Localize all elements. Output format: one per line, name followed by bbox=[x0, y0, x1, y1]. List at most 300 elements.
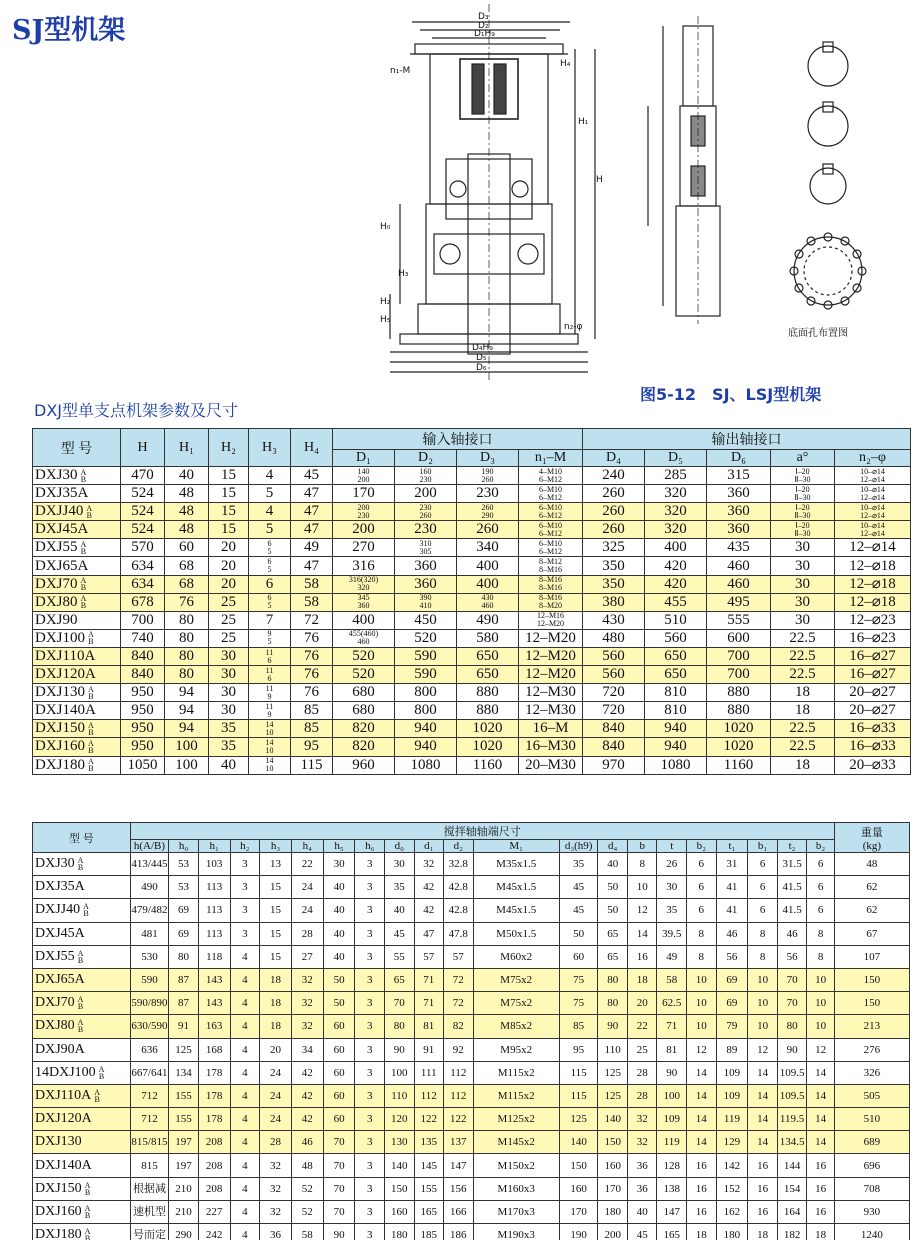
dim-cell: 25 bbox=[209, 611, 249, 629]
model-cell: DXJ65A bbox=[33, 557, 121, 575]
table-row bbox=[33, 1224, 910, 1240]
value-cell: 16 bbox=[687, 1177, 717, 1200]
n1m-cell: 12–M20 bbox=[519, 647, 583, 665]
angle-cell: 22.5 bbox=[771, 666, 835, 684]
value-cell: 134 bbox=[169, 1061, 199, 1084]
dim-cell: 68 bbox=[165, 575, 209, 593]
value-cell: 115 bbox=[559, 1061, 598, 1084]
d1-cell bbox=[333, 593, 395, 611]
value-cell: 46 bbox=[291, 1131, 323, 1154]
value-cell: 82 bbox=[444, 1015, 474, 1038]
value-cell: 178 bbox=[198, 1061, 230, 1084]
value-cell: 40 bbox=[385, 899, 415, 922]
value-cell: 69 bbox=[716, 968, 748, 991]
stacked-value: 6–M10 6–M12 bbox=[538, 502, 563, 520]
value-cell: 62 bbox=[834, 899, 909, 922]
value-cell: 32 bbox=[291, 992, 323, 1015]
value-cell: 32 bbox=[260, 1177, 292, 1200]
value-cell: 18 bbox=[627, 968, 657, 991]
value-cell: 143 bbox=[198, 968, 230, 991]
value-cell: 4 bbox=[230, 1015, 260, 1038]
dim-cell: 76 bbox=[291, 666, 333, 684]
value-cell: 815 bbox=[130, 1154, 169, 1177]
model-cell: DXJ35A bbox=[33, 876, 131, 899]
table-row bbox=[33, 1038, 910, 1061]
stacked-value: 455(460) 460 bbox=[348, 629, 379, 647]
d1-cell: 960 bbox=[333, 756, 395, 774]
output-cell: 940 bbox=[645, 738, 707, 756]
value-cell: 15 bbox=[260, 876, 292, 899]
stacked-value: 14 10 bbox=[265, 719, 274, 737]
value-cell: 16 bbox=[807, 1177, 835, 1200]
stacked-value: 345 360 bbox=[357, 593, 370, 611]
dim-cell: 25 bbox=[209, 593, 249, 611]
dim-cell: 30 bbox=[209, 647, 249, 665]
col-output: D₅ bbox=[645, 450, 707, 467]
value-cell: 630/590 bbox=[130, 1015, 169, 1038]
table-row bbox=[33, 1108, 910, 1131]
dim-cell: 740 bbox=[121, 629, 165, 647]
value-cell: 113 bbox=[198, 876, 230, 899]
stacked-value: 8–M12 8–M16 bbox=[538, 557, 563, 575]
value-cell: 32.8 bbox=[444, 853, 474, 876]
value-cell: 65 bbox=[598, 945, 628, 968]
output-cell: 460 bbox=[707, 575, 771, 593]
table-row bbox=[33, 1200, 910, 1223]
value-cell: 140 bbox=[598, 1108, 628, 1131]
dim-cell: 634 bbox=[121, 575, 165, 593]
model-cell: DXJ30 A B bbox=[33, 853, 131, 876]
value-cell: 10 bbox=[748, 1015, 778, 1038]
n1m-cell bbox=[519, 575, 583, 593]
d1-cell: 680 bbox=[333, 702, 395, 720]
value-cell: 80 bbox=[169, 945, 199, 968]
value-cell: 100 bbox=[657, 1084, 687, 1107]
value-cell: 109.5 bbox=[777, 1084, 807, 1107]
value-cell: 85 bbox=[559, 1015, 598, 1038]
output-cell: 315 bbox=[707, 467, 771, 485]
value-cell: 3 bbox=[230, 853, 260, 876]
value-cell: 107 bbox=[834, 945, 909, 968]
dim-cell: 700 bbox=[121, 611, 165, 629]
output-cell: 810 bbox=[645, 702, 707, 720]
value-cell: 505 bbox=[834, 1084, 909, 1107]
dim-cell: 94 bbox=[165, 702, 209, 720]
model-cell: 14DXJ100 A B bbox=[33, 1061, 131, 1084]
value-cell: 479/482 bbox=[130, 899, 169, 922]
output-cell: 700 bbox=[707, 666, 771, 684]
value-cell: 115 bbox=[559, 1084, 598, 1107]
col-h4: H₄ bbox=[291, 429, 333, 467]
dim-cell: 30 bbox=[209, 702, 249, 720]
value-cell: 10 bbox=[687, 992, 717, 1015]
value-cell: 3 bbox=[355, 1154, 385, 1177]
model-cell: DXJ35A bbox=[33, 485, 121, 503]
value-cell: 156 bbox=[444, 1177, 474, 1200]
value-cell: 165 bbox=[414, 1200, 444, 1223]
n2-cell: 12–⌀23 bbox=[835, 611, 911, 629]
output-cell: 320 bbox=[645, 485, 707, 503]
col-shaft: h₆ bbox=[355, 840, 385, 853]
value-cell: 200 bbox=[598, 1224, 628, 1240]
dim-cell: 100 bbox=[165, 738, 209, 756]
value-cell: 930 bbox=[834, 1200, 909, 1223]
dim-cell: 20 bbox=[209, 557, 249, 575]
value-cell: 125 bbox=[598, 1084, 628, 1107]
d1-cell bbox=[333, 629, 395, 647]
value-cell: 70 bbox=[323, 1200, 355, 1223]
label-d6: D₆ bbox=[476, 363, 487, 373]
value-cell: 6 bbox=[687, 853, 717, 876]
model-cell: DXJ130 A B bbox=[33, 684, 121, 702]
n2-cell: 20–⌀27 bbox=[835, 684, 911, 702]
value-cell: 31.5 bbox=[777, 853, 807, 876]
value-cell: 182 bbox=[777, 1224, 807, 1240]
value-cell: 213 bbox=[834, 1015, 909, 1038]
d2-cell: 940 bbox=[395, 738, 457, 756]
dim-cell: 47 bbox=[291, 557, 333, 575]
output-cell: 700 bbox=[707, 647, 771, 665]
value-cell: 4 bbox=[230, 1200, 260, 1223]
value-cell: 111 bbox=[414, 1061, 444, 1084]
page-title: SJ型机架 bbox=[12, 15, 126, 46]
output-cell: 1020 bbox=[707, 738, 771, 756]
d1-cell: 170 bbox=[333, 485, 395, 503]
col-shaft: b₂ bbox=[687, 840, 717, 853]
value-cell: 163 bbox=[198, 1015, 230, 1038]
dim-cell: 80 bbox=[165, 611, 209, 629]
value-cell: 4 bbox=[230, 1154, 260, 1177]
value-cell: 40 bbox=[323, 922, 355, 945]
table-row bbox=[33, 467, 911, 485]
value-cell: 27 bbox=[291, 945, 323, 968]
output-cell: 380 bbox=[583, 593, 645, 611]
value-cell: 197 bbox=[169, 1154, 199, 1177]
value-cell: 16 bbox=[687, 1154, 717, 1177]
dim-cell: 68 bbox=[165, 557, 209, 575]
output-cell: 600 bbox=[707, 629, 771, 647]
ab-mark: A B bbox=[80, 594, 87, 611]
angle-cell bbox=[771, 467, 835, 485]
value-cell: 6 bbox=[748, 876, 778, 899]
stacked-value: Ⅰ–20 Ⅱ–30 bbox=[794, 484, 811, 502]
output-cell: 320 bbox=[645, 521, 707, 539]
value-cell: 190 bbox=[559, 1224, 598, 1240]
output-cell: 650 bbox=[645, 666, 707, 684]
d1-cell: 680 bbox=[333, 684, 395, 702]
col-model: 型 号 bbox=[33, 823, 131, 853]
value-cell: 45 bbox=[627, 1224, 657, 1240]
value-cell: 40 bbox=[627, 1200, 657, 1223]
value-cell: 4 bbox=[230, 1177, 260, 1200]
col-shaft: d₀ bbox=[385, 840, 415, 853]
dim-cell bbox=[249, 666, 291, 684]
col-shaft: d₃(h9) bbox=[559, 840, 598, 853]
stacked-value: 200 230 bbox=[357, 502, 370, 520]
value-cell: 4 bbox=[230, 992, 260, 1015]
d2-cell bbox=[395, 593, 457, 611]
value-cell: 530 bbox=[130, 945, 169, 968]
output-cell: 420 bbox=[645, 557, 707, 575]
shaft-end-drawing bbox=[628, 6, 768, 326]
ab-mark: A B bbox=[88, 684, 94, 701]
model-cell: DXJ80 A B bbox=[33, 593, 121, 611]
value-cell: 80 bbox=[385, 1015, 415, 1038]
col-input: n₁–M bbox=[519, 450, 583, 467]
dim-cell bbox=[249, 684, 291, 702]
value-cell: 41 bbox=[716, 899, 748, 922]
output-cell: 650 bbox=[645, 647, 707, 665]
angle-cell: 30 bbox=[771, 557, 835, 575]
value-cell: 20 bbox=[627, 992, 657, 1015]
table-row bbox=[33, 611, 911, 629]
value-cell: 60 bbox=[323, 1015, 355, 1038]
n2-cell: 16–⌀27 bbox=[835, 647, 911, 665]
value-cell: 90 bbox=[657, 1061, 687, 1084]
output-cell: 400 bbox=[645, 539, 707, 557]
value-cell: 120 bbox=[385, 1108, 415, 1131]
value-cell: 25 bbox=[627, 1038, 657, 1061]
col-shaft: h₂ bbox=[230, 840, 260, 853]
value-cell: 162 bbox=[716, 1200, 748, 1223]
value-cell: 40 bbox=[323, 876, 355, 899]
value-cell: 12 bbox=[748, 1038, 778, 1061]
stacked-value: 8–M16 8–M20 bbox=[538, 593, 563, 611]
d1-cell: 520 bbox=[333, 666, 395, 684]
dim-cell: 15 bbox=[209, 521, 249, 539]
value-cell: 168 bbox=[198, 1038, 230, 1061]
value-cell: 696 bbox=[834, 1154, 909, 1177]
value-cell: 28 bbox=[260, 1131, 292, 1154]
dim-cell: 634 bbox=[121, 557, 165, 575]
value-cell: 67 bbox=[834, 922, 909, 945]
dim-cell: 40 bbox=[165, 467, 209, 485]
col-shaft: d₂ bbox=[444, 840, 474, 853]
col-shaft: b₂ bbox=[807, 840, 835, 853]
value-cell: 129 bbox=[716, 1131, 748, 1154]
label-h2: H₂ bbox=[380, 297, 391, 307]
stacked-value: 11 6 bbox=[265, 647, 274, 665]
label-n1m: n₁-M bbox=[390, 66, 411, 76]
stacked-value: 4–M10 6–M12 bbox=[538, 466, 563, 484]
value-cell: 47.8 bbox=[444, 922, 474, 945]
value-cell: 590 bbox=[130, 968, 169, 991]
stacked-value: 6–M10 6–M12 bbox=[538, 538, 563, 556]
dim-cell: 570 bbox=[121, 539, 165, 557]
value-cell: 112 bbox=[444, 1084, 474, 1107]
value-cell: 3 bbox=[355, 1108, 385, 1131]
d3-cell: 1020 bbox=[457, 720, 519, 738]
model-cell: DXJ150 A B bbox=[33, 1177, 131, 1200]
value-cell: 10 bbox=[748, 968, 778, 991]
label-h1: H₁ bbox=[578, 117, 589, 127]
value-cell: 14 bbox=[687, 1084, 717, 1107]
cross-sections-drawing bbox=[778, 6, 878, 326]
table-row bbox=[33, 899, 910, 922]
value-cell: 112 bbox=[414, 1084, 444, 1107]
col-shaft: t bbox=[657, 840, 687, 853]
value-cell: 689 bbox=[834, 1131, 909, 1154]
stacked-value: 230 260 bbox=[419, 502, 432, 520]
n2-cell: 12–⌀18 bbox=[835, 575, 911, 593]
d2-cell: 800 bbox=[395, 702, 457, 720]
value-cell: 70 bbox=[323, 1154, 355, 1177]
value-cell: 70 bbox=[323, 1177, 355, 1200]
ab-mark: A B bbox=[77, 1018, 84, 1035]
dim-cell: 48 bbox=[165, 521, 209, 539]
dim-cell bbox=[249, 629, 291, 647]
ab-mark: A B bbox=[80, 576, 87, 593]
value-cell: 180 bbox=[385, 1224, 415, 1240]
value-cell: 57 bbox=[444, 945, 474, 968]
dim-cell: 30 bbox=[209, 666, 249, 684]
value-cell: 58 bbox=[291, 1224, 323, 1240]
n1m-cell bbox=[519, 485, 583, 503]
dim-cell: 6 bbox=[249, 575, 291, 593]
value-cell: 32 bbox=[414, 853, 444, 876]
value-cell: 160 bbox=[559, 1177, 598, 1200]
dim-cell: 48 bbox=[165, 485, 209, 503]
value-cell: 3 bbox=[355, 1177, 385, 1200]
ab-mark: A B bbox=[98, 1064, 105, 1081]
value-cell: 6 bbox=[687, 899, 717, 922]
d2-cell bbox=[395, 467, 457, 485]
value-cell: 143 bbox=[198, 992, 230, 1015]
dim-cell: 100 bbox=[165, 756, 209, 774]
value-cell: 18 bbox=[260, 968, 292, 991]
dim-cell: 35 bbox=[209, 738, 249, 756]
value-cell: 118 bbox=[198, 945, 230, 968]
value-cell: 3 bbox=[355, 1224, 385, 1240]
value-cell: 276 bbox=[834, 1038, 909, 1061]
group-output: 输出轴接口 bbox=[583, 429, 911, 450]
value-cell: 47 bbox=[414, 922, 444, 945]
value-cell: 14 bbox=[748, 1108, 778, 1131]
stacked-value: Ⅰ–20 Ⅱ–30 bbox=[794, 520, 811, 538]
output-cell: 360 bbox=[707, 503, 771, 521]
value-cell: 49 bbox=[657, 945, 687, 968]
dim-cell: 58 bbox=[291, 593, 333, 611]
value-cell: 39.5 bbox=[657, 922, 687, 945]
angle-cell: 22.5 bbox=[771, 738, 835, 756]
value-cell: 145 bbox=[414, 1154, 444, 1177]
value-cell: 6 bbox=[687, 876, 717, 899]
value-cell: 3 bbox=[230, 876, 260, 899]
value-cell: 103 bbox=[198, 853, 230, 876]
value-cell: 113 bbox=[198, 922, 230, 945]
value-cell: 30 bbox=[385, 853, 415, 876]
value-cell: 3 bbox=[355, 1015, 385, 1038]
dim-cell: 7 bbox=[249, 611, 291, 629]
n1m-cell: 16–M bbox=[519, 720, 583, 738]
value-cell: 36 bbox=[627, 1154, 657, 1177]
value-cell: M125x2 bbox=[473, 1108, 559, 1131]
value-cell: 3 bbox=[355, 1061, 385, 1084]
n1m-cell bbox=[519, 611, 583, 629]
value-cell: 712 bbox=[130, 1108, 169, 1131]
d1-cell: 520 bbox=[333, 647, 395, 665]
n1m-cell bbox=[519, 557, 583, 575]
value-cell: 119 bbox=[716, 1108, 748, 1131]
d3-cell: 260 bbox=[457, 521, 519, 539]
ab-mark: A B bbox=[77, 995, 84, 1011]
dim-cell bbox=[249, 720, 291, 738]
model-cell: DXJ90A bbox=[33, 1038, 131, 1061]
value-cell: 3 bbox=[355, 968, 385, 991]
model-cell: DXJJ40 A B bbox=[33, 899, 131, 922]
dim-cell: 58 bbox=[291, 575, 333, 593]
value-cell: 24 bbox=[260, 1084, 292, 1107]
n2-cell: 12–⌀18 bbox=[835, 557, 911, 575]
value-cell: 590/890 bbox=[130, 992, 169, 1015]
value-cell: 号而定 bbox=[130, 1224, 169, 1240]
value-cell: M170x3 bbox=[473, 1200, 559, 1223]
value-cell: 90 bbox=[323, 1224, 355, 1240]
d1-cell bbox=[333, 503, 395, 521]
col-shaft: h₁ bbox=[198, 840, 230, 853]
value-cell: M45x1.5 bbox=[473, 899, 559, 922]
value-cell: 8 bbox=[807, 945, 835, 968]
dim-cell: 94 bbox=[165, 684, 209, 702]
model-cell: DXJ100 A B bbox=[33, 629, 121, 647]
n1m-cell: 12–M20 bbox=[519, 629, 583, 647]
stacked-value: 14 10 bbox=[265, 738, 274, 756]
col-h3: H₃ bbox=[249, 429, 291, 467]
value-cell: 41.5 bbox=[777, 876, 807, 899]
d3-cell: 230 bbox=[457, 485, 519, 503]
value-cell: 242 bbox=[198, 1224, 230, 1240]
value-cell: 154 bbox=[777, 1177, 807, 1200]
value-cell: 15 bbox=[260, 899, 292, 922]
value-cell: 36 bbox=[627, 1177, 657, 1200]
dim-cell: 15 bbox=[209, 467, 249, 485]
col-h1: H₁ bbox=[165, 429, 209, 467]
d3-cell bbox=[457, 467, 519, 485]
dim-cell: 48 bbox=[165, 503, 209, 521]
d1-cell: 820 bbox=[333, 720, 395, 738]
dim-cell: 95 bbox=[291, 738, 333, 756]
stacked-value: 10–⌀14 12–⌀14 bbox=[860, 502, 885, 520]
output-cell: 360 bbox=[707, 485, 771, 503]
value-cell: 10 bbox=[807, 968, 835, 991]
value-cell: 75 bbox=[559, 992, 598, 1015]
dim-cell: 15 bbox=[209, 485, 249, 503]
output-cell: 320 bbox=[645, 503, 707, 521]
value-cell: 14 bbox=[748, 1131, 778, 1154]
value-cell: 60 bbox=[323, 1108, 355, 1131]
table-row bbox=[33, 485, 911, 503]
label-d1: D₁H₉ bbox=[474, 29, 495, 39]
angle-cell bbox=[771, 485, 835, 503]
value-cell: 109.5 bbox=[777, 1061, 807, 1084]
ab-mark: A B bbox=[80, 467, 87, 484]
value-cell: 119 bbox=[657, 1131, 687, 1154]
value-cell: 24 bbox=[291, 876, 323, 899]
n2-cell bbox=[835, 521, 911, 539]
value-cell: 3 bbox=[355, 899, 385, 922]
value-cell: 150 bbox=[559, 1154, 598, 1177]
value-cell: 35 bbox=[385, 876, 415, 899]
value-cell: 65 bbox=[385, 968, 415, 991]
d2-cell: 590 bbox=[395, 647, 457, 665]
n1m-cell: 12–M30 bbox=[519, 702, 583, 720]
value-cell: 8 bbox=[687, 922, 717, 945]
value-cell: 3 bbox=[355, 876, 385, 899]
value-cell: 45 bbox=[385, 922, 415, 945]
dim-cell: 524 bbox=[121, 521, 165, 539]
label-d5: D₅ bbox=[476, 353, 487, 363]
dim-cell bbox=[249, 702, 291, 720]
